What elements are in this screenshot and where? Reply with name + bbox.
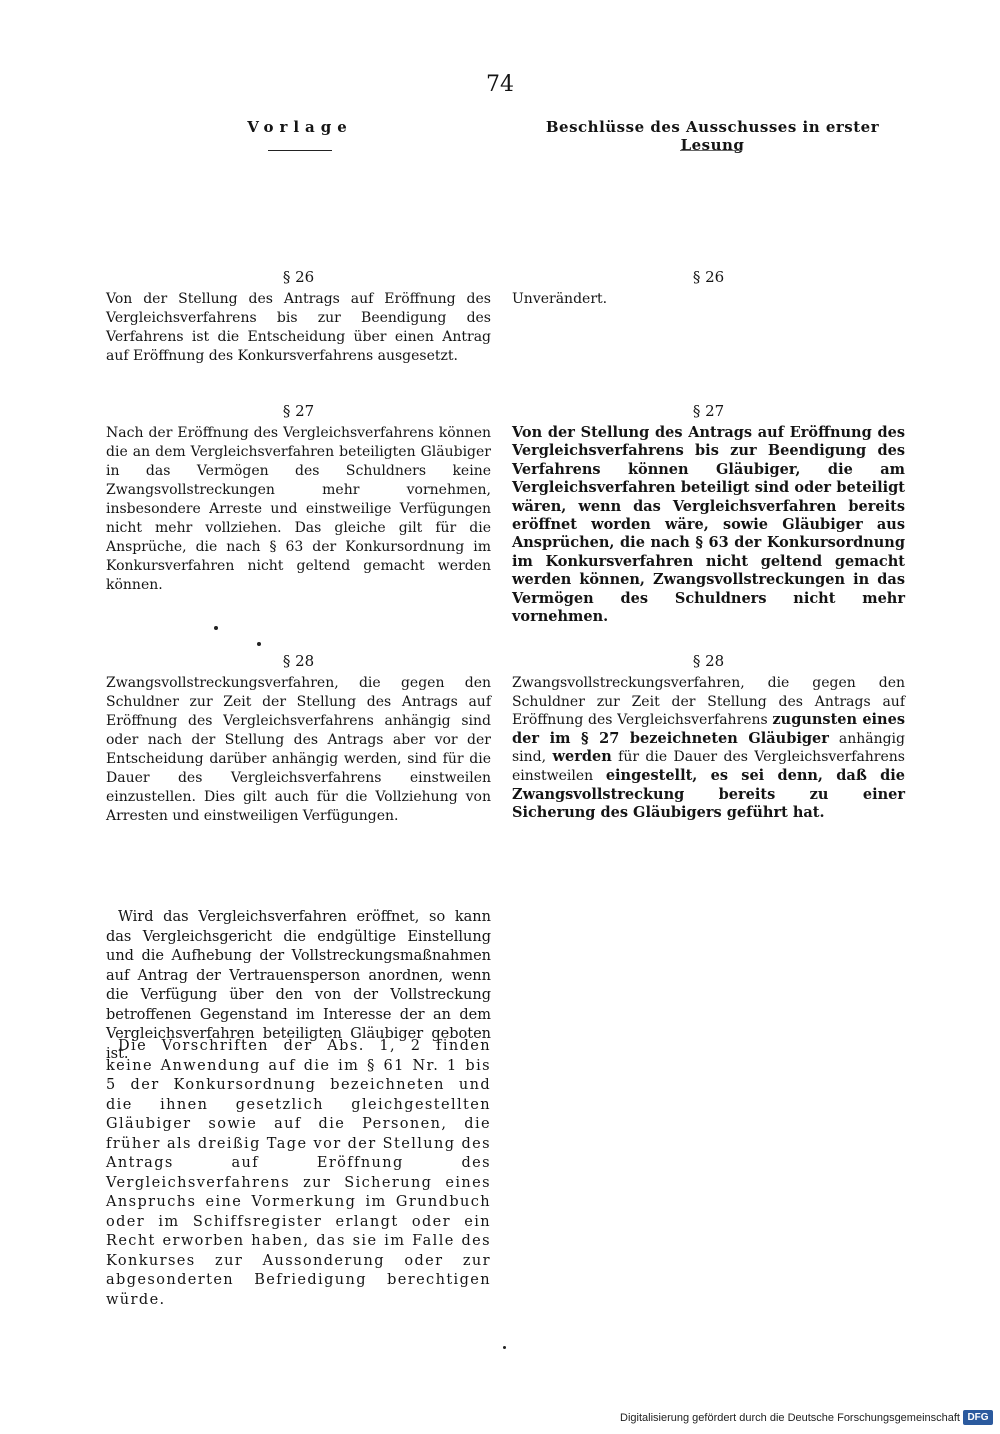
insert-paragraph-2: Die Vorschriften der Abs. 1, 2 finden keine Anwendung auf die im § 61 Nr. 1 bis 5 der Konkursordnung bezeichneten und die ihnen gesetzlich gleichgestellten Gläubiger sowie auf die Personen, die früher als dreißig Tage vor der Stellung des Antrags auf Eröffnung des Vergleichsverfahrens zur Sicherung eines Anspruchs eine Vormerkung im Grundbuch oder im Schiffsregister erlangt oder ein Recht erworben haben, das sie im Falle des Konkurses zur Aussonderung oder zur abgesonderten Befriedigung berechtigen würde. <box>106 1038 491 1308</box>
bold-text-run: werden <box>552 748 612 766</box>
bold-text-run: zugunsten eines der im § 27 bezeichneten Gläubiger <box>512 711 905 747</box>
left-section-27-text: Nach der Eröffnung des Vergleichsverfahrens können die an dem Vergleichsverfahren beteiligten Gläubiger in das Vermögen des Schuldners keine Zwangsvollstreckungen mehr vornehmen, insbesondere Arreste und einstweilige Verfügungen nicht mehr vollziehen. Das gleiche gilt für die Ansprüche, die nach § 63 der Konkursordnung im Konkursverfahren nicht geltend gemacht werden können. <box>106 425 491 593</box>
insert-paragraph-1: Wird das Vergleichsverfahren eröffnet, so kann das Vergleichsgericht die endgültige Einstellung und die Aufhebung der Vollstreckungsmaßnahmen auf Antrag der Vertrauensperson anordnen, wenn die Verfügung über den von der Vollstreckung betroffenen Gegenstand im Interesse der an dem Vergleichsverfahren beteiligten Gläubiger geboten ist. <box>106 909 491 1062</box>
right-section-26-text: Unverändert. <box>512 291 608 307</box>
bold-text-run: eingestellt, es sei denn, daß die Zwangsvollstreckung bereits zu einer Sicherung des Gläubigers geführt hat. <box>512 766 905 822</box>
text-run: anhängig sind, <box>512 730 905 766</box>
right-section-28-number: § 28 <box>692 652 725 670</box>
ink-dot <box>257 642 261 646</box>
right-section-27-number: § 27 <box>692 402 725 420</box>
left-column-heading: Vorlage <box>247 118 353 136</box>
left-section-26-number: § 26 <box>282 268 315 286</box>
left-section-28-text: Zwangsvollstreckungsverfahren, die gegen den Schuldner zur Zeit der Stellung des Antrags auf Eröffnung des Vergleichsverfahrens anhängig sind oder nach der Stellung des Antrags aber vor der Entscheidung darüber anhängig werden, sind für die Dauer des Vergleichsverfahrens einstweilen einzustellen. Dies gilt auch für die Vollziehung von Arresten und einstweiligen Verfügungen. <box>106 675 491 824</box>
right-heading-rule <box>680 150 742 151</box>
text-run: für die Dauer des Vergleichsverfahrens einstweilen <box>512 749 905 784</box>
right-section-27-text: Von der Stellung des Antrags auf Eröffnung des Vergleichsverfahrens bis zur Beendigung des Verfahrens können Gläubiger, die am Vergleichsverfahren beteiligt sind oder beteiligt wären, wenn das Vergleichsverfahren bereits eröffnet worden wäre, sowie Gläubiger aus Ansprüchen, die nach § 63 der Konkursordnung im Konkursverfahren nicht geltend gemacht werden können, Zwangsvollstreckungen in das Vermögen des Schuldners nicht mehr vornehmen. <box>512 424 905 626</box>
left-section-27-number: § 27 <box>282 402 315 420</box>
left-section-26-text: Von der Stellung des Antrags auf Eröffnung des Vergleichsverfahrens bis zur Beendigung des Verfahrens ist die Entscheidung über einen Antrag auf Eröffnung des Konkursverfahrens ausgesetzt. <box>106 291 491 364</box>
text-run: Zwangsvollstreckungsverfahren, die gegen den Schuldner zur Zeit der Stellung des Antrags auf Eröffnung des Vergleichsverfahrens <box>512 675 905 729</box>
ink-dot <box>214 626 218 630</box>
right-section-26-number: § 26 <box>692 268 725 286</box>
right-section-28-text <box>512 674 905 823</box>
left-heading-rule <box>268 150 332 151</box>
footer-credit: Digitalisierung gefördert durch die Deutsche Forschungsgemeinschaft <box>620 1412 960 1424</box>
left-section-28-number: § 28 <box>282 652 315 670</box>
page-number: 74 <box>486 72 514 97</box>
right-column-heading: Beschlüsse des Ausschusses in erster Lesung <box>545 118 880 154</box>
ink-dot <box>503 1346 506 1349</box>
dfg-logo: DFG <box>963 1410 993 1425</box>
